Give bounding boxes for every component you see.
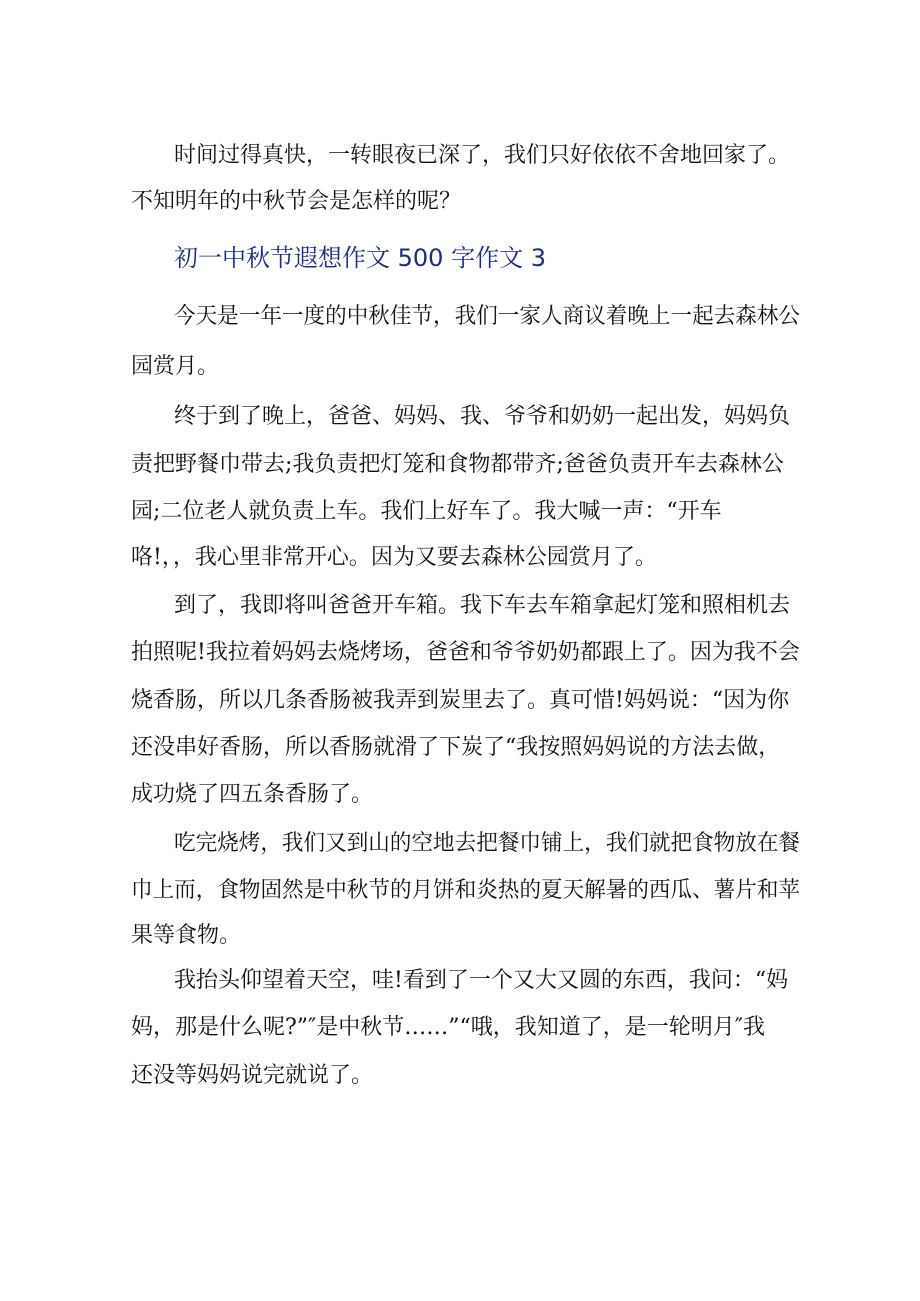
paragraph-2-line-1: 终于到了晚上，爸爸、妈妈、我、爷爷和奶奶一起出发，妈妈负	[174, 404, 791, 429]
paragraph-5-line-2: 妈，那是什么呢?”″是中秋节……”“哦，我知道了，是一轮明月″我	[131, 1015, 765, 1040]
paragraph-3-line-1: 到了，我即将叫爸爸开车箱。我下车去车箱拿起灯笼和照相机去	[174, 593, 791, 618]
paragraph-3-line-2: 拍照呢!我拉着妈妈去烧烤场，爸爸和爷爷奶奶都跟上了。因为我不会	[131, 640, 800, 665]
paragraph-4-line-3: 果等食物。	[131, 923, 242, 948]
paragraph-3-line-5: 成功烧了四五条香肠了。	[131, 782, 374, 807]
paragraph-1-line-1: 今天是一年一度的中秋佳节，我们一家人商议着晚上一起去森林公	[174, 304, 801, 329]
paragraph-5-line-1: 我抬头仰望着天空，哇!看到了一个又大又圆的东西，我问：“妈	[174, 968, 789, 993]
paragraph-2-line-4: 咯!，，我心里非常开心。因为又要去森林公园赏月了。	[131, 545, 657, 570]
paragraph-2-line-3: 园;二位老人就负责上车。我们上好车了。我大喊一声：“开车	[131, 499, 722, 524]
paragraph-2-line-2: 责把野餐巾带去;我负责把灯笼和食物都带齐;爸爸负责开车去森林公	[131, 452, 784, 477]
paragraph-1-line-2: 园赏月。	[131, 354, 220, 379]
paragraph-3-line-4: 还没串好香肠，所以香肠就滑了下炭了“我按照妈妈说的方法去做，	[131, 735, 781, 760]
intro-line-2: 不知明年的中秋节会是怎样的呢？	[131, 189, 462, 214]
section-heading: 初一中秋节遐想作文 500 字作文 3	[174, 244, 546, 272]
paragraph-4-line-1: 吃完烧烤，我们又到山的空地去把餐巾铺上，我们就把食物放在餐	[174, 831, 801, 856]
paragraph-5-line-3: 还没等妈妈说完就说了。	[131, 1063, 374, 1088]
intro-line-1: 时间过得真快，一转眼夜已深了，我们只好依依不舍地回家了。	[174, 143, 791, 168]
paragraph-3-line-3: 烧香肠，所以几条香肠被我弄到炭里去了。真可惜!妈妈说：“因为你	[131, 688, 790, 713]
paragraph-4-line-2: 巾上而，食物固然是中秋节的月饼和炎热的夏天解暑的西瓜、薯片和苹	[131, 878, 800, 903]
